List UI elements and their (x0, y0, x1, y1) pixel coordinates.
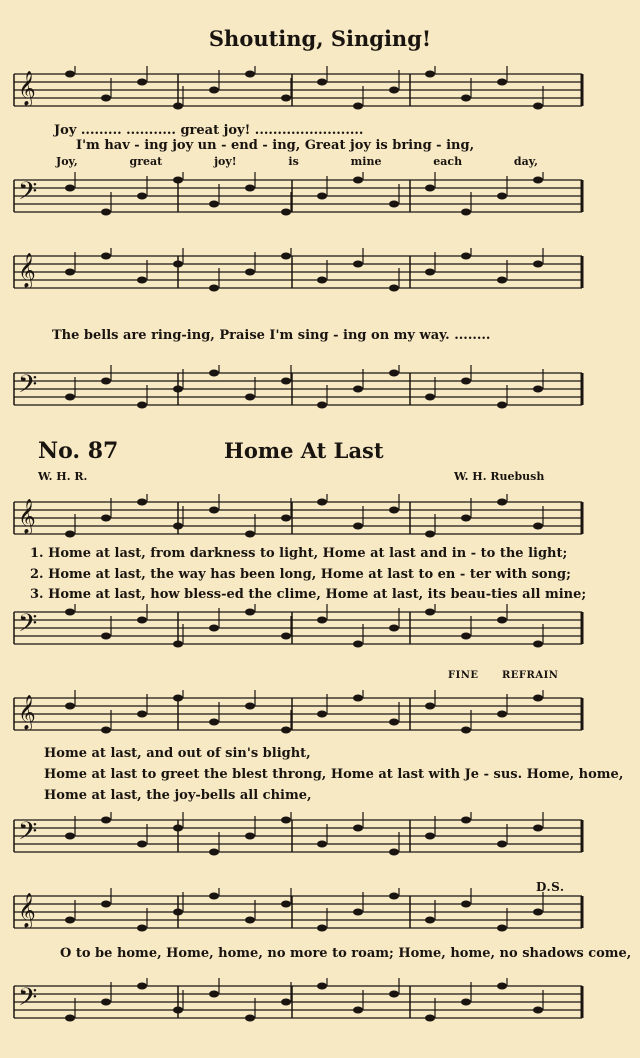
note-head (137, 277, 147, 284)
bass-clef-icon: 𝄢 (18, 177, 38, 212)
note-head (317, 499, 327, 506)
note-head (281, 209, 291, 216)
note-head (389, 370, 399, 377)
note-head (65, 71, 75, 78)
note-head (425, 269, 435, 276)
note-head (65, 917, 75, 924)
note-head (389, 893, 399, 900)
note-head (353, 1007, 363, 1014)
note-head (425, 833, 435, 840)
note-head (101, 209, 111, 216)
note-head (209, 893, 219, 900)
staff-system-1-bass (0, 172, 640, 232)
note-head (281, 378, 291, 385)
note-head (533, 641, 543, 648)
note-head (425, 71, 435, 78)
verse-ending-line: Home at last to greet the blest throng, Home at last with Je - sus. Home, home, (44, 767, 624, 782)
note-head (533, 261, 543, 268)
note-head (173, 909, 183, 916)
note-head (281, 727, 291, 734)
note-head (533, 1007, 543, 1014)
note-head (245, 394, 255, 401)
note-head (533, 386, 543, 393)
note-head (281, 515, 291, 522)
verse-ending-line: Home at last, the joy-bells all chime, (44, 788, 312, 803)
note-head (461, 999, 471, 1006)
note-head (209, 201, 219, 208)
note-head (461, 209, 471, 216)
staff-system-1-treble (0, 66, 640, 126)
note-head (65, 609, 75, 616)
note-head (317, 711, 327, 718)
note-head (173, 825, 183, 832)
lyric-line: Joy, great joy! is mine each day, (56, 155, 538, 168)
note-head (317, 193, 327, 200)
note-head (65, 531, 75, 538)
note-head (533, 523, 543, 530)
note-head (353, 909, 363, 916)
treble-clef-icon: 𝄞 (18, 695, 36, 730)
note-head (461, 901, 471, 908)
note-head (209, 849, 219, 856)
note-head (317, 277, 327, 284)
verse-ending-line: Home at last, and out of sin's blight, (44, 746, 311, 761)
note-head (533, 103, 543, 110)
note-head (101, 378, 111, 385)
note-head (497, 277, 507, 284)
note-head (425, 394, 435, 401)
note-head (353, 103, 363, 110)
note-head (209, 507, 219, 514)
note-head (497, 193, 507, 200)
note-head (317, 925, 327, 932)
note-head (389, 719, 399, 726)
staff-system-4-bass (0, 812, 640, 872)
note-head (317, 402, 327, 409)
note-head (425, 917, 435, 924)
note-head (137, 983, 147, 990)
note-head (353, 825, 363, 832)
note-head (101, 633, 111, 640)
note-head (389, 991, 399, 998)
note-head (101, 999, 111, 1006)
note-head (245, 269, 255, 276)
note-head (65, 269, 75, 276)
note-head (137, 617, 147, 624)
note-head (461, 817, 471, 824)
hymn-title: Home At Last (224, 438, 384, 463)
note-head (425, 703, 435, 710)
note-head (461, 727, 471, 734)
note-head (245, 833, 255, 840)
treble-clef-icon: 𝄞 (18, 71, 36, 106)
note-head (65, 185, 75, 192)
note-head (137, 402, 147, 409)
note-head (497, 983, 507, 990)
note-head (497, 499, 507, 506)
note-head (245, 71, 255, 78)
treble-clef-icon: 𝄞 (18, 253, 36, 288)
note-head (497, 402, 507, 409)
note-head (281, 633, 291, 640)
note-head (137, 925, 147, 932)
staff-system-3-treble (0, 494, 640, 554)
ds-marking: D.S. (536, 880, 565, 894)
note-head (533, 825, 543, 832)
note-head (65, 833, 75, 840)
note-head (209, 991, 219, 998)
note-head (425, 531, 435, 538)
note-head (245, 917, 255, 924)
verse-line: 2. Home at last, the way has been long, Home at last to en - ter with song; (30, 567, 571, 582)
note-head (497, 711, 507, 718)
note-head (461, 95, 471, 102)
note-head (281, 901, 291, 908)
note-head (281, 253, 291, 260)
note-head (389, 285, 399, 292)
note-head (461, 378, 471, 385)
note-head (245, 703, 255, 710)
note-head (245, 609, 255, 616)
bass-clef-icon: 𝄢 (18, 370, 38, 405)
note-head (533, 695, 543, 702)
staff-system-5-treble (0, 888, 640, 948)
hymn-number: No. 87 (38, 438, 119, 464)
note-head (533, 909, 543, 916)
note-head (101, 901, 111, 908)
note-head (425, 1015, 435, 1022)
note-head (497, 617, 507, 624)
note-head (317, 841, 327, 848)
note-head (497, 79, 507, 86)
note-head (173, 177, 183, 184)
note-head (317, 617, 327, 624)
note-head (173, 641, 183, 648)
note-head (353, 695, 363, 702)
note-head (137, 499, 147, 506)
refrain-marking: REFRAIN (502, 670, 559, 681)
note-head (209, 625, 219, 632)
note-head (389, 87, 399, 94)
note-head (101, 817, 111, 824)
note-head (353, 641, 363, 648)
note-head (101, 95, 111, 102)
note-head (389, 625, 399, 632)
verse-line: 1. Home at last, from darkness to light, Home at last and in - to the light; (30, 546, 568, 561)
note-head (389, 507, 399, 514)
note-head (173, 103, 183, 110)
note-head (137, 193, 147, 200)
bass-clef-icon: 𝄢 (18, 609, 38, 644)
staff-system-3-bass (0, 604, 640, 674)
note-head (425, 185, 435, 192)
refrain-line: O to be home, Home, home, no more to roam; Home, home, no shadows come, (60, 946, 632, 961)
note-head (461, 515, 471, 522)
staff-system-5-bass (0, 978, 640, 1038)
note-head (317, 983, 327, 990)
fine-marking: FINE (448, 670, 479, 681)
song-title: Shouting, Singing! (208, 26, 432, 51)
note-head (209, 285, 219, 292)
note-head (281, 95, 291, 102)
note-head (281, 817, 291, 824)
staff-system-2-bass (0, 365, 640, 425)
note-head (497, 841, 507, 848)
note-head (137, 79, 147, 86)
note-head (173, 1007, 183, 1014)
bass-clef-icon: 𝄢 (18, 983, 38, 1018)
note-head (497, 925, 507, 932)
note-head (65, 1015, 75, 1022)
note-head (209, 87, 219, 94)
note-head (389, 201, 399, 208)
note-head (425, 609, 435, 616)
note-head (65, 703, 75, 710)
treble-clef-icon: 𝄞 (18, 893, 36, 928)
treble-clef-icon: 𝄞 (18, 499, 36, 534)
note-head (461, 253, 471, 260)
bass-clef-icon: 𝄢 (18, 817, 38, 852)
lyric-line: The bells are ring-ing, Praise I'm sing - ing on my way. ........ (52, 328, 491, 343)
note-head (461, 633, 471, 640)
note-head (533, 177, 543, 184)
note-head (353, 177, 363, 184)
note-head (353, 386, 363, 393)
note-head (173, 261, 183, 268)
staff-system-2-treble (0, 248, 640, 318)
note-head (173, 386, 183, 393)
note-head (281, 999, 291, 1006)
note-head (137, 711, 147, 718)
note-head (245, 185, 255, 192)
note-head (245, 531, 255, 538)
note-head (317, 79, 327, 86)
note-head (101, 727, 111, 734)
note-head (137, 841, 147, 848)
note-head (173, 523, 183, 530)
lyric-line: I'm hav - ing joy un - end - ing, Great joy is bring - ing, (76, 138, 475, 153)
note-head (209, 370, 219, 377)
lyric-line: Joy ......... ........... great joy! ........................ (54, 123, 364, 138)
verse-line: 3. Home at last, how bless-ed the clime, Home at last, its beau-ties all mine; (30, 587, 587, 602)
staff-system-4-treble (0, 690, 640, 750)
note-head (173, 695, 183, 702)
music-credit: W. H. Ruebush (454, 470, 545, 483)
note-head (353, 523, 363, 530)
note-head (209, 719, 219, 726)
note-head (389, 849, 399, 856)
words-credit: W. H. R. (38, 470, 88, 483)
note-head (101, 515, 111, 522)
note-head (353, 261, 363, 268)
note-head (245, 1015, 255, 1022)
note-head (65, 394, 75, 401)
note-head (101, 253, 111, 260)
